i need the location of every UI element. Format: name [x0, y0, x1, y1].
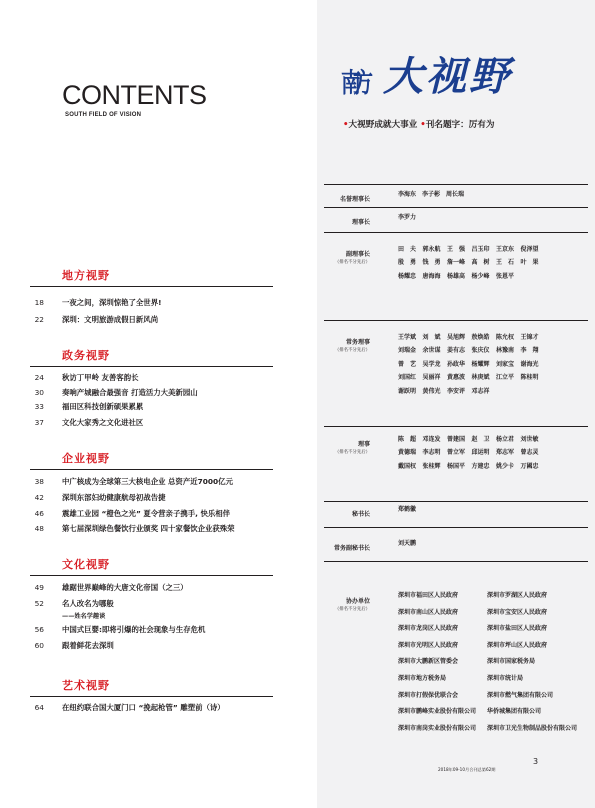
toc-page-number: 18 [34, 298, 44, 307]
member-row [398, 256, 588, 269]
member-name: 方建忠 [471, 462, 490, 470]
masthead-members [398, 503, 588, 516]
co-organizer-name: 深圳市鹏峰实业股份有限公司 [398, 708, 477, 716]
member-name: 王 强 [447, 246, 466, 253]
section-divider [30, 575, 273, 576]
toc-title: 在纽约联合国大厦门口 “挽起枪管” 雕塑前（诗） [62, 703, 225, 712]
member-name: 杨耀忠 [398, 272, 417, 280]
logo-title: 大视野 [383, 53, 512, 100]
toc-entry[interactable] [30, 523, 280, 534]
co-organizer-name: 深圳市地方税务局 [398, 674, 447, 682]
toc-page-number: 60 [34, 641, 44, 650]
toc-title: 秋访丁甲岭 友善客韵长 [62, 373, 139, 382]
tagline-slogan: 大视野成就大事业 [348, 120, 418, 130]
toc-entry[interactable] [30, 387, 280, 398]
toc-entry[interactable] [30, 297, 280, 308]
member-row [398, 503, 588, 516]
member-name: 江立平 [496, 374, 515, 382]
masthead-order-note: （排名不分先后） [334, 348, 370, 353]
member-name: 刘 斌 [422, 334, 441, 341]
member-name: 赵 卫 [471, 436, 490, 443]
member-name: 王学斌 [398, 334, 417, 341]
member-row [398, 344, 588, 357]
co-organizer-name: 深圳市卫光生物制品股份有限公司 [487, 724, 578, 732]
masthead-members [398, 588, 588, 737]
section-heading: 政务视野 [62, 349, 110, 362]
member-name: 李安评 [447, 387, 466, 395]
masthead-divider [324, 207, 588, 208]
section-divider [30, 366, 273, 367]
member-name: 张桂辉 [422, 462, 441, 470]
toc-page-number: 49 [34, 583, 44, 592]
unit-row [398, 621, 588, 638]
member-name: 万國忠 [520, 462, 539, 470]
member-name: 叶 果 [520, 259, 539, 267]
issue-info: 2018年09-10月合刊总第62期 [438, 767, 496, 772]
member-name: 张恩平 [496, 272, 515, 280]
masthead-role: 协办单位 [345, 598, 370, 605]
section-heading: 企业视野 [62, 452, 110, 465]
toc-page-number: 37 [34, 418, 44, 427]
toc-title: 深圳：文明旅游成假日新风尚 [62, 315, 159, 324]
toc-page-number: 64 [34, 703, 44, 712]
member-name: 刘天鹏 [398, 540, 417, 547]
masthead-role: 副理事长 [345, 251, 370, 258]
toc-page-number: 30 [34, 388, 44, 397]
member-name: 钱 勇 [422, 259, 441, 267]
section-divider [30, 469, 273, 470]
toc-title: 文化大家秀之文化进社区 [62, 418, 144, 427]
toc-title: 雄踞世界巅峰的大唐文化帝国（之三） [62, 583, 188, 592]
co-organizer-name: 深圳市宝安区人民政府 [487, 608, 548, 616]
masthead-role: 名誉理事长 [339, 196, 370, 203]
member-name: 陈桂明 [520, 374, 539, 382]
member-name: 唐海海 [422, 272, 441, 280]
toc-title: 名人改名为哪般 [62, 599, 114, 608]
co-organizer-name: 深圳市南山区人民政府 [398, 608, 459, 616]
member-name: 吴丽祥 [422, 374, 441, 382]
co-organizer-name: 深圳市大鹏新区管委会 [398, 658, 459, 666]
member-row [398, 537, 588, 550]
co-organizer-name: 深圳市光明区人民政府 [398, 641, 459, 649]
member-name: 吴学龙 [422, 360, 441, 368]
member-name: 曾志灵 [520, 449, 539, 457]
member-name: 曾建国 [447, 436, 466, 443]
toc-title: 中广核成为全球第三大核电企业 总资产近7000亿元 [62, 477, 233, 486]
member-row [398, 243, 588, 256]
member-row [398, 211, 588, 224]
toc-title: 第七届深圳绿色餐饮行业颁奖 四十家餐饮企业获殊荣 [62, 524, 235, 533]
member-name: 张庆仪 [471, 347, 490, 355]
toc-entry[interactable] [30, 624, 280, 635]
member-row [398, 188, 588, 201]
masthead-order-note: （排名不分先后） [334, 260, 370, 265]
toc-entry[interactable] [30, 314, 280, 325]
toc-subtitle: ——姓名学趣谈 [62, 613, 106, 620]
member-name: 林庚斌 [471, 374, 490, 382]
member-name: 杨立君 [496, 436, 515, 443]
toc-entry[interactable] [30, 476, 280, 487]
member-name: 王京东 [496, 246, 515, 253]
member-row [398, 371, 588, 384]
co-organizer-name: 深圳市盐田区人民政府 [487, 625, 548, 633]
member-name: 杨国平 [447, 462, 466, 470]
member-name: 谢海光 [520, 360, 539, 368]
member-name: 刘国红 [398, 374, 417, 382]
masthead-order-note: （排名不分先后） [334, 607, 370, 612]
member-name: 詹一峰 [447, 259, 466, 267]
member-name: 杨少峰 [471, 272, 490, 280]
member-name: 余世谋 [422, 347, 441, 355]
toc-entry[interactable] [30, 372, 280, 383]
masthead-divider [324, 426, 588, 427]
member-name: 杨耀辉 [471, 360, 490, 368]
masthead-divider [324, 184, 588, 185]
member-name: 刘家宝 [496, 360, 515, 368]
member-name: 高 树 [471, 259, 490, 267]
masthead-divider [324, 232, 588, 233]
member-name: 殷 勇 [398, 259, 417, 267]
member-name: 黄德瑞 [398, 449, 417, 457]
toc-title: 深圳东部妇幼健康航母初战告捷 [62, 493, 166, 502]
member-row [398, 460, 588, 473]
toc-page-number: 48 [34, 524, 44, 533]
toc-title: 奏响产城融合最强音 打造活力大美新园山 [62, 388, 198, 397]
member-name: 邓连发 [422, 436, 441, 443]
unit-row [398, 605, 588, 622]
masthead-members [398, 433, 588, 473]
toc-page-number: 46 [34, 509, 44, 518]
toc-entry[interactable] [30, 598, 280, 609]
masthead-members [398, 211, 588, 224]
section-divider [30, 286, 273, 287]
masthead-members [398, 243, 588, 283]
masthead-role: 理事 [357, 441, 370, 448]
tagline-inscription: 刊名题字：厉有为 [425, 120, 495, 130]
member-name: 黄伟光 [422, 387, 441, 395]
toc-entry[interactable] [30, 640, 280, 651]
member-name: 邓志祥 [471, 387, 490, 395]
member-name: 李 翔 [520, 347, 539, 355]
toc-title: 福田区科技创新硕果累累 [62, 402, 144, 411]
page-number: 3 [533, 757, 539, 766]
tagline [343, 118, 495, 130]
masthead-divider [324, 527, 588, 528]
member-row [398, 433, 588, 446]
member-name: 陈允权 [496, 334, 515, 341]
unit-row [398, 654, 588, 671]
masthead-divider [324, 501, 588, 502]
masthead-members [398, 331, 588, 398]
masthead-divider [324, 561, 588, 562]
member-name: 李志明 [422, 449, 441, 457]
co-organizer-name: 深圳市罗湖区人民政府 [487, 592, 548, 599]
masthead-role: 秘书长 [351, 511, 370, 518]
toc-page-number: 56 [34, 625, 44, 634]
tagline-dot-2: • [420, 120, 426, 130]
section-heading: 艺术视野 [62, 679, 110, 692]
toc-entry[interactable] [30, 582, 280, 593]
member-name: 曾 艺 [398, 360, 417, 368]
masthead-role: 常务理事 [345, 339, 370, 346]
member-name: 敖焕皓 [471, 334, 490, 341]
member-row [398, 270, 588, 283]
member-name: 姚少卡 [496, 462, 515, 470]
unit-row [398, 638, 588, 655]
masthead-members [398, 188, 588, 201]
contents-title: CONTENTS [62, 80, 207, 110]
toc-entry[interactable] [30, 702, 280, 713]
section-heading: 文化视野 [62, 558, 110, 571]
logo-small-mark: 南方 [341, 66, 365, 99]
member-name: 王锦才 [520, 334, 539, 341]
unit-row [398, 671, 588, 688]
masthead-role: 常务副秘书长 [333, 545, 370, 552]
member-name: 李罗力 [398, 214, 417, 221]
member-row [398, 331, 588, 344]
toc-page-number: 24 [34, 373, 44, 382]
member-name: 杨雄高 [447, 272, 466, 280]
co-organizer-name: 华侨城集团有限公司 [487, 708, 542, 716]
unit-row [398, 721, 588, 738]
member-name: 黄惠波 [447, 374, 466, 382]
toc-entry[interactable] [30, 508, 280, 519]
masthead-members [398, 537, 588, 550]
toc-entry[interactable] [30, 492, 280, 503]
co-organizer-name: 深圳市国家税务局 [487, 658, 536, 666]
toc-page-number: 22 [34, 315, 44, 324]
member-name: 邱运明 [471, 449, 490, 457]
member-name: 曾立军 [447, 449, 466, 457]
member-name: 倪泽望 [520, 246, 539, 253]
toc-title: 中国式巨婴:即将引爆的社会现象与生存危机 [62, 625, 206, 634]
member-row [398, 385, 588, 398]
member-row [398, 446, 588, 459]
section-divider [30, 696, 273, 697]
co-organizer-name: 深圳市龙岗区人民政府 [398, 625, 459, 633]
member-name: 李海东 [398, 191, 417, 198]
co-organizer-name: 深圳市燃气集团有限公司 [487, 691, 554, 699]
masthead-divider [324, 320, 588, 321]
toc-page-number: 52 [34, 599, 44, 608]
masthead-order-note: （排名不分先后） [334, 450, 370, 455]
member-name: 孙政华 [447, 360, 466, 368]
member-name: 刘瑞金 [398, 347, 417, 355]
toc-title: 一夜之间，深圳惊艳了全世界! [62, 298, 162, 307]
toc-page-number: 42 [34, 493, 44, 502]
toc-title: 跟着鲜花去深圳 [62, 641, 114, 650]
co-organizer-name: 深圳市统计局 [487, 674, 524, 682]
member-name: 林豫南 [496, 347, 515, 355]
member-name: 姜有志 [447, 347, 466, 355]
member-name: 郑志军 [496, 449, 515, 457]
member-name: 周长瑞 [446, 191, 465, 198]
co-organizer-name: 深圳市打假保优联合会 [398, 691, 459, 699]
member-row [398, 358, 588, 371]
magazine-logo [339, 50, 549, 100]
toc-page-number: 33 [34, 402, 44, 411]
member-name: 戴国权 [398, 462, 417, 470]
unit-row [398, 704, 588, 721]
tagline-dot-1: • [343, 120, 349, 130]
member-name: 郭永航 [422, 246, 441, 253]
toc-entry[interactable] [30, 401, 280, 412]
co-organizer-name: 深圳市福田区人民政府 [398, 592, 459, 599]
member-name: 王 石 [496, 259, 515, 267]
member-name: 李子彬 [422, 191, 441, 198]
member-name: 田 夫 [398, 246, 417, 253]
member-name: 陈 超 [398, 436, 417, 443]
masthead-role: 理事长 [351, 219, 370, 226]
member-name: 吕玉印 [471, 246, 490, 253]
member-name: 刘世敏 [520, 436, 539, 443]
co-organizer-name: 深圳市南岗实业股份有限公司 [398, 724, 477, 732]
section-heading: 地方视野 [62, 269, 110, 282]
contents-subtitle: SOUTH FIELD OF VISION [65, 112, 142, 118]
toc-entry[interactable] [30, 417, 280, 428]
member-name: 谢跃明 [398, 387, 417, 395]
co-organizer-name: 深圳市坪山区人民政府 [487, 641, 548, 649]
unit-row [398, 588, 588, 605]
member-name: 郑鹤徽 [398, 506, 417, 513]
member-name: 吴旭辉 [447, 334, 466, 341]
toc-title: 震雄工业园 “橙色之光” 夏令营亲子携手, 快乐相伴 [62, 509, 231, 518]
unit-row [398, 688, 588, 705]
toc-page-number: 38 [34, 477, 44, 486]
